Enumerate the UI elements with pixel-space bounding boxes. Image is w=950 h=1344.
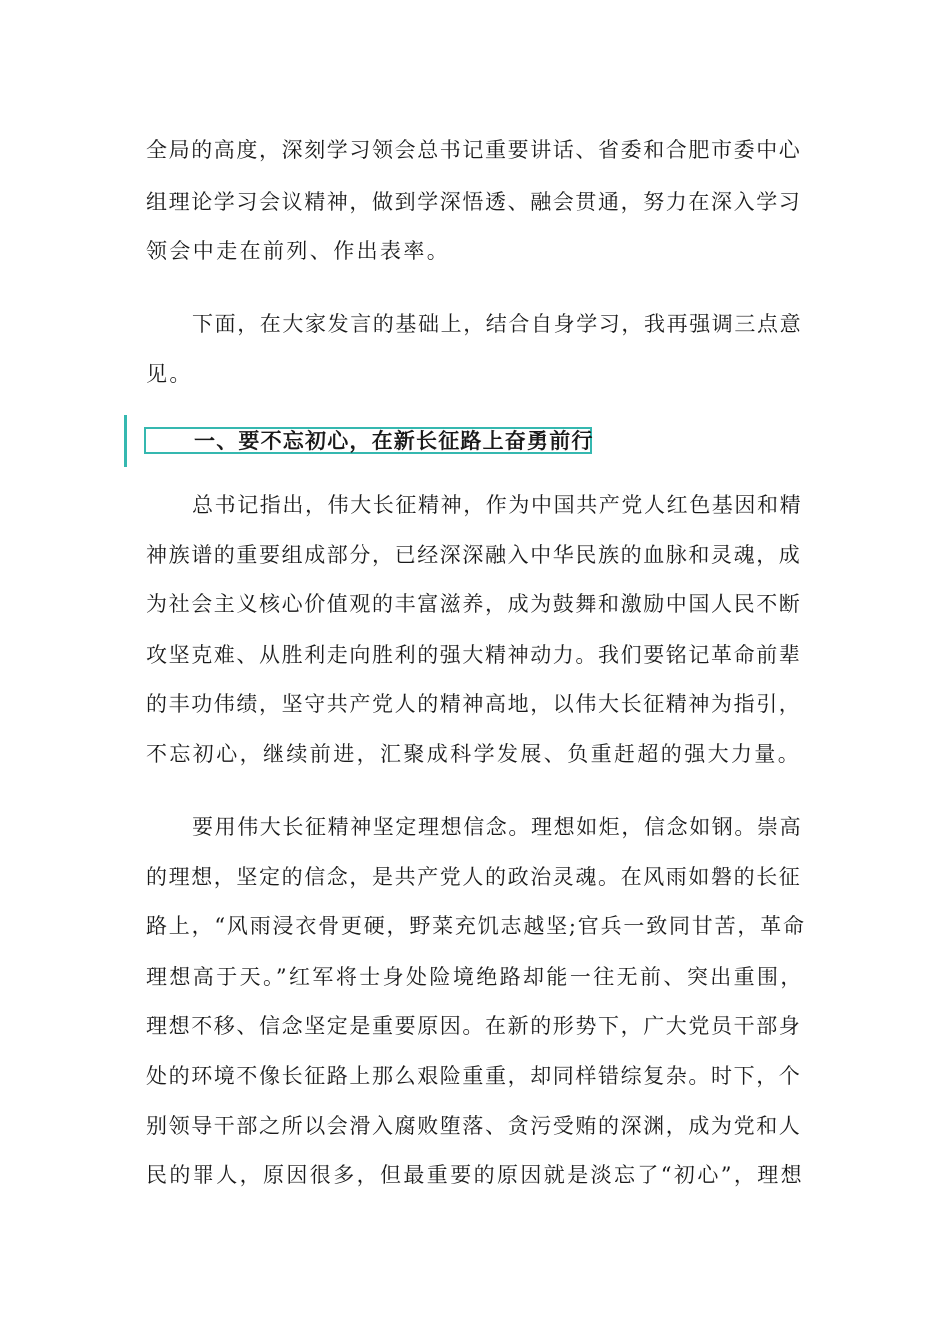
paragraph-3-line-3: 为社会主义核心价值观的丰富滋养，成为鼓舞和激励中国人民不断 [146, 592, 802, 616]
heading-marker-bar [124, 415, 127, 467]
paragraph-3-line-2: 神族谱的重要组成部分，已经深深融入中华民族的血脉和灵魂，成 [146, 543, 802, 567]
paragraph-4-line-2: 的理想，坚定的信念，是共产党人的政治灵魂。在风雨如磐的长征 [146, 865, 802, 889]
paragraph-2-line-1: 下面，在大家发言的基础上，结合自身学习，我再强调三点意 [192, 312, 803, 336]
paragraph-4-line-4: 理想高于天。”红军将士身处险境绝路却能一往无前、突出重围， [146, 965, 804, 989]
paragraph-3-line-6: 不忘初心，继续前进，汇聚成科学发展、负重赶超的强大力量。 [146, 742, 802, 766]
paragraph-3-line-4: 攻坚克难、从胜利走向胜利的强大精神动力。我们要铭记革命前辈 [146, 643, 802, 667]
paragraph-4-line-1: 要用伟大长征精神坚定理想信念。理想如炬，信念如钢。崇高 [192, 815, 803, 839]
paragraph-4-line-7: 别领导干部之所以会滑入腐败堕落、贪污受贿的深渊，成为党和人 [146, 1114, 802, 1138]
paragraph-4-line-5: 理想不移、信念坚定是重要原因。在新的形势下，广大党员干部身 [146, 1014, 802, 1038]
paragraph-3-line-1: 总书记指出，伟大长征精神，作为中国共产党人红色基因和精 [192, 493, 803, 517]
paragraph-2-line-2: 见。 [146, 362, 193, 386]
paragraph-4-line-6: 处的环境不像长征路上那么艰险重重，却同样错综复杂。时下，个 [146, 1064, 802, 1088]
paragraph-1-line-2: 组理论学习会议精神，做到学深悟透、融会贯通，努力在深入学习 [146, 190, 802, 214]
paragraph-4-line-3: 路上，“风雨浸衣骨更硬，野菜充饥志越坚;官兵一致同甘苦，革命 [146, 914, 806, 938]
section-heading: 一、要不忘初心，在新长征路上奋勇前行 [194, 429, 594, 453]
paragraph-4-line-8: 民的罪人，原因很多，但最重要的原因就是淡忘了“初心”，理想 [146, 1163, 805, 1187]
paragraph-1-line-1: 全局的高度，深刻学习领会总书记重要讲话、省委和合肥市委中心 [146, 138, 802, 162]
paragraph-3-line-5: 的丰功伟绩，坚守共产党人的精神高地，以伟大长征精神为指引， [146, 692, 802, 716]
paragraph-1-line-3: 领会中走在前列、作出表率。 [146, 239, 451, 263]
